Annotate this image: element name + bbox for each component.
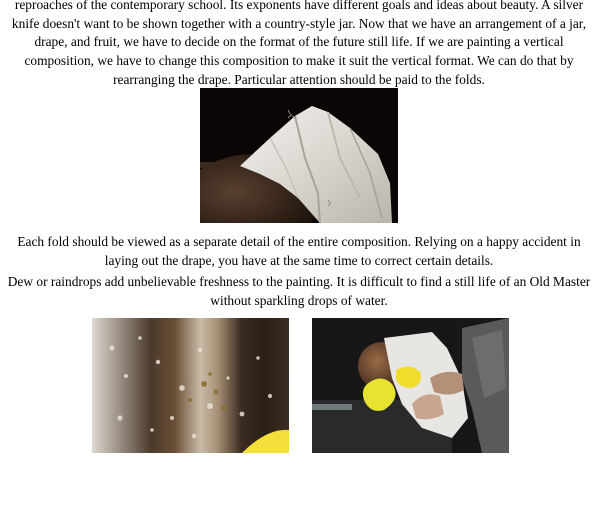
paragraph-folds: Each fold should be viewed as a separate detail of the entire composition. Relying on a happy accident in laying out the drape, you have at the same time to correct certain details. (17, 234, 581, 268)
hands-arranging-drape-photo (312, 318, 509, 453)
paragraph-intro: reproaches of the contemporary school. Its exponents have different goals and ideas about beauty. A silver knife doesn't want to be shown together with a country-style jar. Now that we have an arrangement of a jar, drape, and fruit, we have to decide on the format of the future still life. If we are painting a vertical composition, we have to change this composition to make it suit the vertical format. We can do that by rearranging the drape. Particular attention should be paid to the folds. (11, 0, 587, 87)
hands-arranging-illustration (312, 318, 509, 453)
water-drops-closeup-photo (92, 318, 289, 453)
drape-on-jar-photo (200, 88, 398, 223)
water-drops-illustration (92, 318, 289, 453)
drape-on-jar-illustration (200, 88, 398, 223)
paragraph-dew: Dew or raindrops add unbelievable freshness to the painting. It is difficult to find a still life of an Old Master without sparkling drops of water. (7, 274, 591, 308)
